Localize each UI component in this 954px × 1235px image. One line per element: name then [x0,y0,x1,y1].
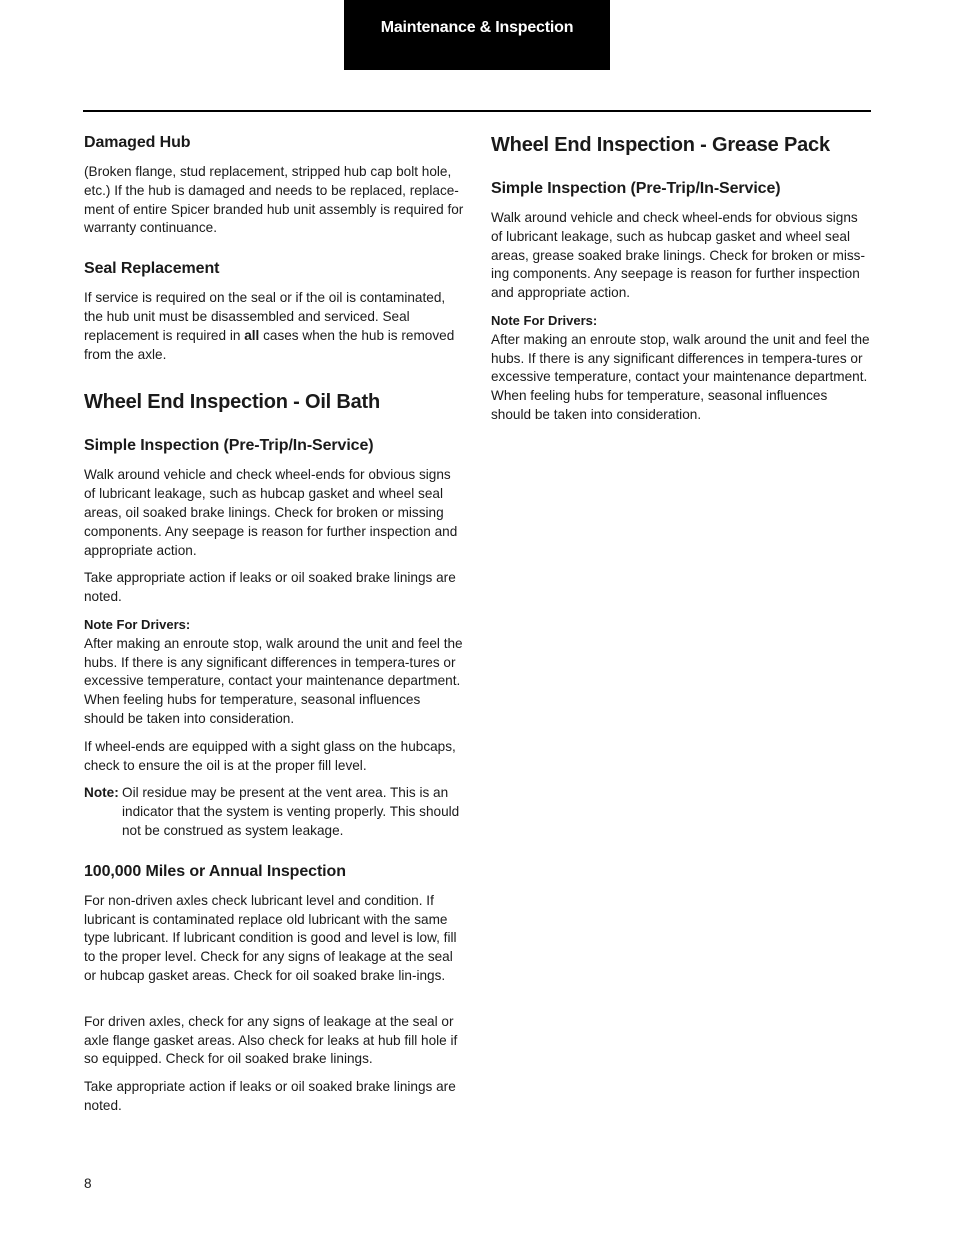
oil-bath-para-1: Walk around vehicle and check wheel-ends for obvious signs of lubricant leakage, such as hubcap gasket and wheel seal areas, oil soaked brake linings. Check for broken or missing components. Any seepage is reason for further inspection and appropriate action. [84,467,458,558]
seal-replacement-heading: Seal Replacement [84,260,220,278]
right-column [491,132,871,425]
damaged-hub-heading: Damaged Hub [84,134,191,151]
oil-bath-note-drivers-label: Note For Drivers: [84,616,191,632]
damaged-hub-body: (Broken flange, stud replacement, stripped hub cap bolt hole, etc.) If the hub is damaged and needs to be replaced, replace-ment of entire Spicer branded hub unit assembly is required for warranty continuance. [84,164,464,236]
seal-replacement-body [84,289,464,364]
grease-pack-para-1: Walk around vehicle and check wheel-ends for obvious signs of lubricant leakage, such as hubcap gasket and wheel seal areas, grease soaked brake linings. Check for broken or miss-ing components. Any seepage is reason for further inspection and appropriate action. [491,210,866,301]
annual-para-1: For non-driven axles check lubricant level and condition. If lubricant is contaminated replace old lubricant with the same type lubricant. If lubricant condition is good and level is low, fill to the proper level. Check for any signs of leakage at the seal or hubcap gasket areas. Check for oil soaked brake lin-ings. [84,892,457,983]
note-label: Note: [84,785,119,801]
grease-pack-heading: Wheel End Inspection - Grease Pack [491,134,830,156]
note-body: Oil residue may be present at the vent area. This is an indicator that the system is venting properly. This should not be construed as system leakage. [122,785,460,838]
oil-bath-note-drivers-body: After making an enroute stop, walk around the unit and feel the hubs. If there is any significant differences in tempera-tures or excessive temperature, contact your maintenance department. When feeling hubs for temperature, seasonal influences should be taken into consideration. [84,635,463,726]
seal-replacement-text-a: If service is required on the seal or if the oil is contaminated, the hub unit must be disassembled and serviced. Seal replacement is required in [84,290,446,343]
annual-para-3: Take appropriate action if leaks or oil soaked brake linings are noted. [84,1079,456,1113]
page-number: 8 [84,1176,92,1191]
grease-pack-subheading: Simple Inspection (Pre-Trip/In-Service) [491,180,781,197]
annual-inspection-heading: 100,000 Miles or Annual Inspection [84,862,346,880]
annual-para-2: For driven axles, check for any signs of leakage at the seal or axle flange gasket areas. Also check for leaks at hub fill hole if so equipped. Check for oil soaked brake linings. [84,1013,458,1067]
oil-bath-para-3: If wheel-ends are equipped with a sight glass on the hubcaps, check to ensure the oil is at the proper fill level. [84,738,456,773]
left-column [84,132,464,1116]
seal-replacement-emphasis: all [244,327,260,343]
seal-replacement-text-b: cases when the hub is removed from the axle. [84,327,455,362]
grease-pack-note-drivers-label: Note For Drivers: [491,312,598,328]
oil-bath-heading: Wheel End Inspection - Oil Bath [84,391,381,414]
oil-bath-subheading: Simple Inspection (Pre-Trip/In-Service) [84,437,374,455]
header-divider [83,110,871,112]
oil-bath-para-2: Take appropriate action if leaks or oil soaked brake linings are noted. [84,570,456,605]
oil-bath-note [84,784,464,840]
grease-pack-note-drivers-body: After making an enroute stop, walk around the unit and feel the hubs. If there is any significant differences in tempera-tures or excessive temperature, contact your maintenance department. When feeling hubs for temperature, seasonal influences should be taken into consideration. [491,331,870,422]
section-header-tab: Maintenance & Inspection [344,0,610,70]
